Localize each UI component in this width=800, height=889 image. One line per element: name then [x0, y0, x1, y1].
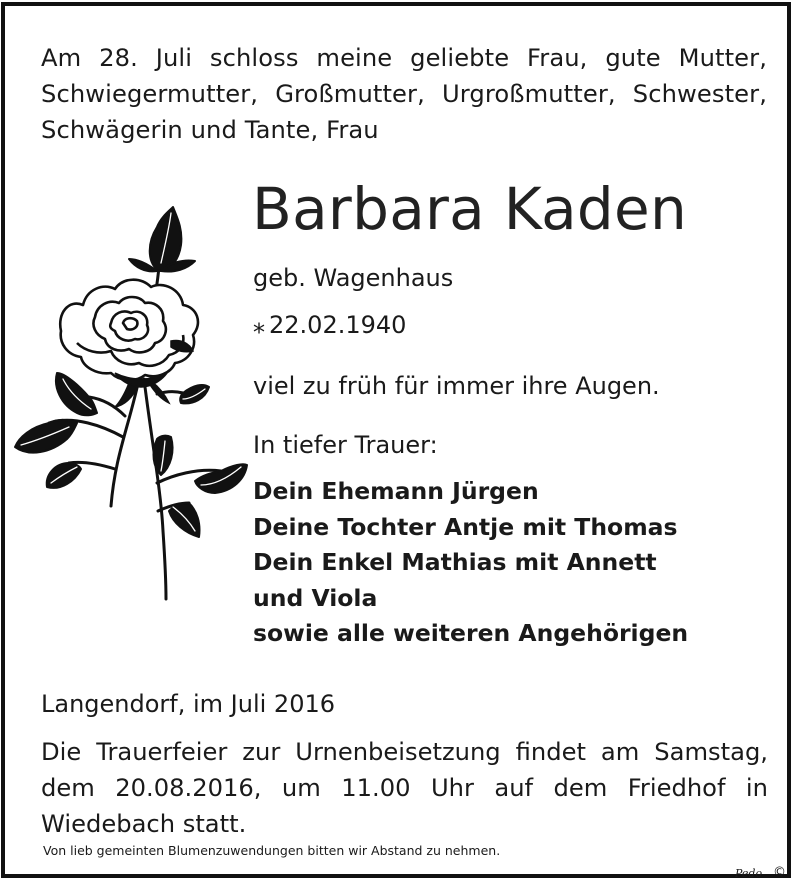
notice-frame — [1, 2, 791, 878]
mourner-item: Deine Tochter Antje mit Thomas — [253, 512, 678, 541]
maiden-name: geb. Wagenhaus — [253, 264, 454, 292]
intro-text: Am 28. Juli schloss meine geliebte Frau, gute Mutter, Schwiegermutter, Großmutter, Urgroßmutter, Schwester, Schwägerin und Tante, Frau — [41, 44, 767, 144]
deceased-name: Barbara Kaden — [252, 175, 688, 243]
rose-icon — [11, 201, 251, 606]
mourner-item: sowie alle weiteren Angehörigen — [253, 619, 689, 647]
mourner-item: Dein Ehemann Jürgen — [253, 477, 539, 505]
mourner-list — [253, 474, 688, 652]
birth-line — [253, 308, 406, 342]
birth-star-icon: ⁎ — [253, 311, 265, 339]
flower-note: Von lieb gemeinten Blumenzuwendungen bitten wir Abstand zu nehmen. — [43, 843, 501, 858]
mourner-item: und Viola — [253, 583, 378, 612]
designer-signature: Pedo — [735, 867, 763, 880]
closing-line: viel zu früh für immer ihre Augen. — [253, 372, 660, 400]
place-date: Langendorf, im Juli 2016 — [41, 690, 335, 718]
funeral-info: Die Trauerfeier zur Urnenbeisetzung findet am Samstag, dem 20.08.2016, um 11.00 Uhr auf dem Friedhof in Wiedebach statt. — [41, 738, 768, 838]
copyright-icon: © — [773, 865, 786, 880]
mourner-item: Dein Enkel Mathias mit Annett — [253, 548, 657, 576]
sorrow-heading: In tiefer Trauer: — [253, 431, 438, 459]
birth-date: 22.02.1940 — [269, 311, 407, 339]
